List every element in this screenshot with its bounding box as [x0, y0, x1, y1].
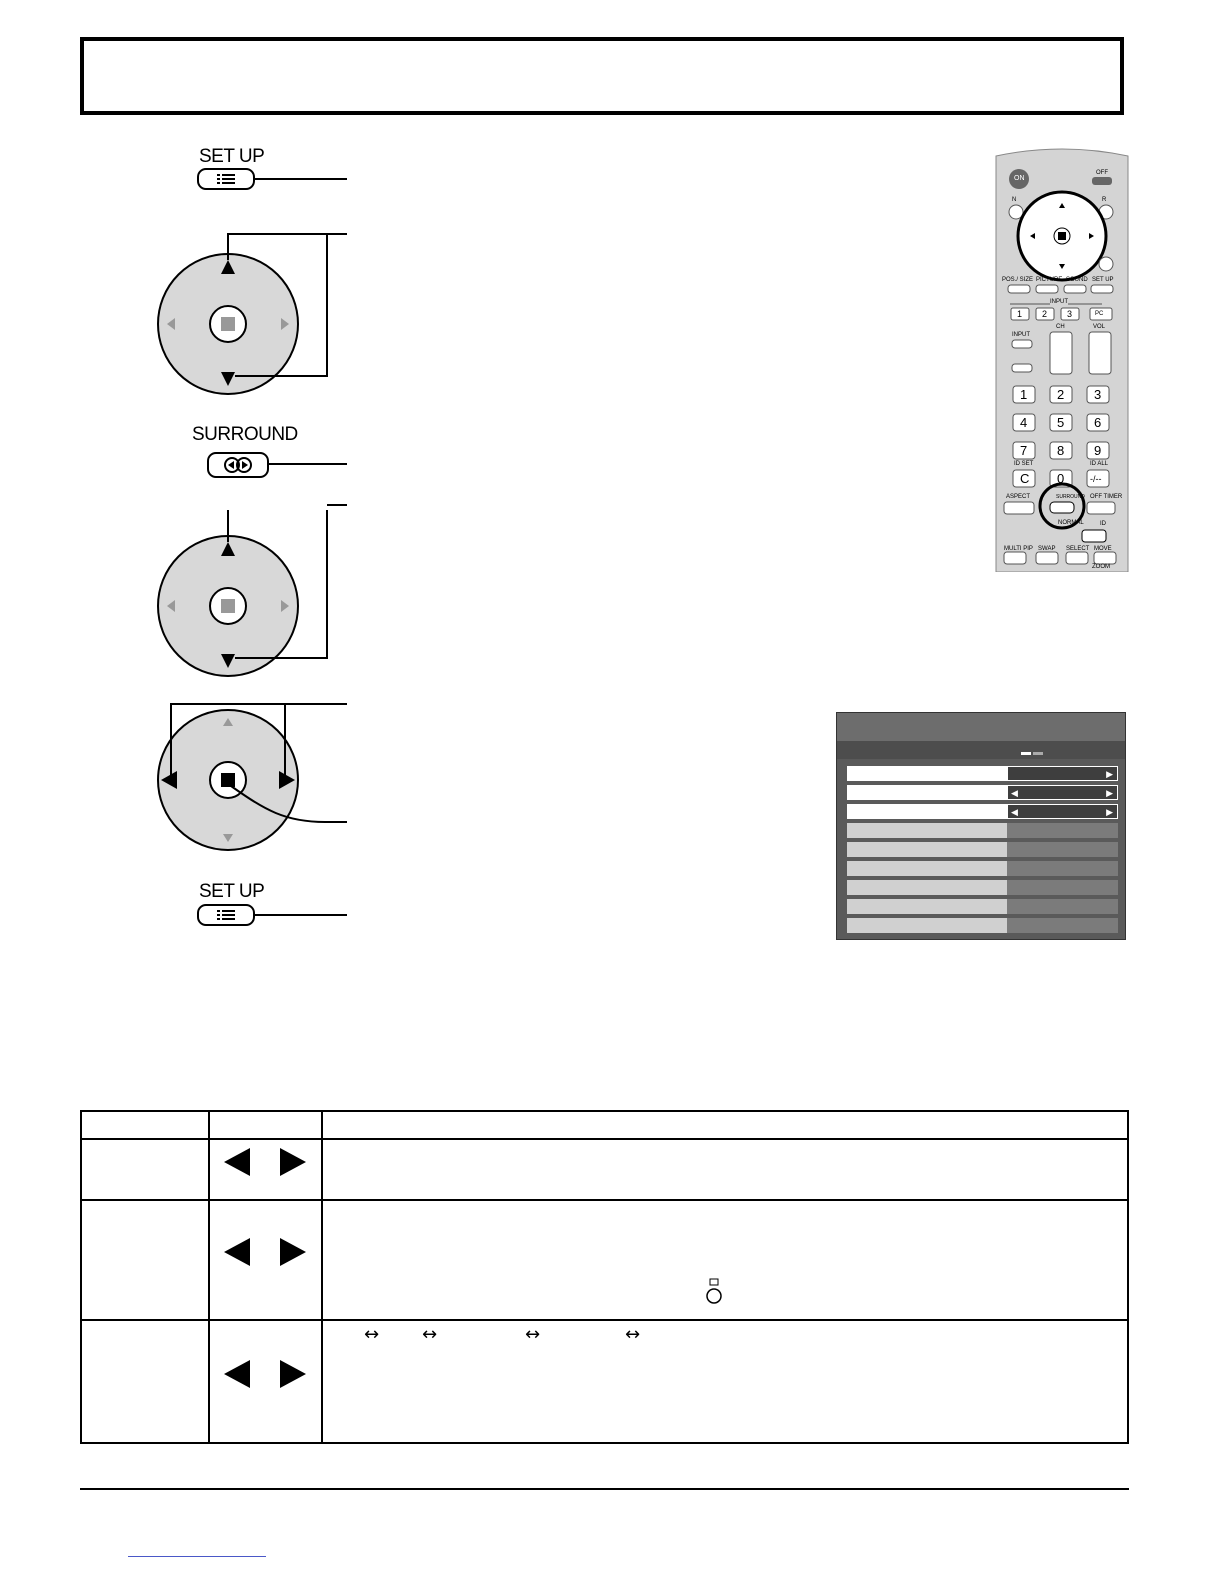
- remote-normal-label: NORMAL: [1058, 520, 1084, 526]
- setup-icon: [199, 906, 253, 924]
- table-divider: [82, 1199, 1127, 1201]
- remote-zoom-label: ZOOM: [1092, 564, 1110, 570]
- cursor-pad-icon: [155, 228, 355, 398]
- remote-vol-label: VOL: [1093, 324, 1106, 330]
- remote-aspect-label: ASPECT: [1006, 494, 1031, 500]
- cursor-pad-leftright[interactable]: [155, 700, 355, 860]
- double-arrow-icon: ↔: [364, 1324, 380, 1345]
- table-divider: [82, 1138, 1127, 1140]
- osd-row: [847, 842, 1118, 857]
- remote-input-1: 1: [1017, 309, 1023, 319]
- setup-button-2[interactable]: [197, 904, 255, 926]
- remote-key-3: 3: [1094, 387, 1102, 402]
- cursor-pad-updown[interactable]: [155, 228, 355, 398]
- surround-button-label: SURROUND: [192, 424, 298, 445]
- remote-input-pc: PC: [1095, 311, 1104, 317]
- osd-row[interactable]: [847, 766, 1118, 781]
- osd-row: [847, 918, 1118, 933]
- remote-ch-label: CH: [1056, 324, 1065, 330]
- circle-icon: [704, 1278, 724, 1304]
- leader-line: [255, 178, 347, 180]
- leader-line: [255, 914, 347, 916]
- remote-key-c: C: [1020, 471, 1030, 486]
- surround-button[interactable]: [207, 452, 269, 478]
- remote-input-3: 3: [1067, 309, 1073, 319]
- leader-line: [269, 463, 347, 465]
- leader-line: [327, 504, 347, 506]
- remote-offtimer-label: OFF TIMER: [1090, 494, 1123, 500]
- double-arrow-icon: ↔: [525, 1324, 541, 1345]
- arrow-right-icon: [280, 1238, 306, 1266]
- arrow-left-icon: ◀: [1011, 788, 1018, 798]
- footer-rule: [80, 1488, 1129, 1490]
- osd-menu: [836, 712, 1126, 940]
- osd-page-indicator: [1021, 752, 1031, 755]
- osd-row: [847, 899, 1118, 914]
- arrow-right-icon: ▶: [1106, 769, 1113, 779]
- remote-picture-label: PICTURE: [1036, 277, 1063, 283]
- osd-subheader: [837, 741, 1125, 759]
- remote-sound-label: SOUND: [1066, 277, 1088, 283]
- arrow-right-icon: ▶: [1106, 807, 1113, 817]
- osd-row[interactable]: [847, 804, 1118, 819]
- surround-icon: [209, 454, 267, 476]
- arrow-right-icon: [280, 1360, 306, 1388]
- remote-key-6: 6: [1094, 415, 1102, 430]
- remote-key-4: 4: [1020, 415, 1028, 430]
- osd-row: [847, 880, 1118, 895]
- remote-input-2: 2: [1042, 309, 1048, 319]
- remote-body-icon: [994, 146, 1130, 572]
- osd-row: [847, 861, 1118, 876]
- remote-possize-label: POS./ SIZE: [1002, 277, 1034, 283]
- remote-key-0: 0: [1057, 471, 1065, 486]
- remote-key-dash: -/--: [1090, 474, 1102, 484]
- table-divider: [208, 1112, 210, 1442]
- arrow-right-icon: [280, 1148, 306, 1176]
- remote-key-9: 9: [1094, 443, 1102, 458]
- setup-button-label-2: SET UP: [199, 881, 265, 902]
- arrow-right-icon: ▶: [1106, 788, 1113, 798]
- setup-button[interactable]: [197, 168, 255, 190]
- remote-key-1: 1: [1020, 387, 1028, 402]
- footer-link-underline[interactable]: [128, 1556, 266, 1557]
- arrow-left-icon: [224, 1238, 250, 1266]
- remote-multipip-label: MULTI PIP: [1004, 546, 1033, 552]
- arrow-left-icon: [224, 1148, 250, 1176]
- remote-key-8: 8: [1057, 443, 1065, 458]
- table-divider: [321, 1112, 323, 1442]
- remote-on-label: ON: [1014, 175, 1025, 182]
- remote-off-label: OFF: [1096, 170, 1108, 176]
- arrow-left-icon: [224, 1360, 250, 1388]
- remote-key-2: 2: [1057, 387, 1065, 402]
- remote-key-7: 7: [1020, 443, 1028, 458]
- double-arrow-icon: ↔: [422, 1324, 438, 1345]
- remote-input-header: INPUT: [1050, 299, 1068, 305]
- page-title-box: [80, 37, 1124, 115]
- remote-key-5: 5: [1057, 415, 1065, 430]
- remote-n-label: N: [1012, 197, 1017, 203]
- double-arrow-icon: ↔: [625, 1324, 641, 1345]
- osd-row[interactable]: [847, 785, 1118, 800]
- cursor-pad-updown-2[interactable]: [155, 510, 355, 680]
- remote-r-label: R: [1102, 197, 1107, 203]
- remote-control: [994, 146, 1130, 572]
- remote-id-label: ID: [1100, 521, 1106, 527]
- remote-idall-label: ID ALL: [1090, 461, 1109, 467]
- setup-button-label: SET UP: [199, 146, 265, 167]
- remote-surround-label: SURROUND: [1056, 494, 1085, 500]
- remote-swap-label: SWAP: [1038, 546, 1056, 552]
- setup-icon: [199, 170, 253, 188]
- remote-move-label: MOVE: [1094, 546, 1112, 552]
- settings-table: [80, 1110, 1129, 1444]
- osd-row: [847, 823, 1118, 838]
- remote-setup-label: SET UP: [1092, 277, 1114, 283]
- osd-page-indicator: [1033, 752, 1043, 755]
- arrow-left-icon: ◀: [1011, 807, 1018, 817]
- osd-header: [837, 713, 1125, 741]
- remote-idset-label: ID SET: [1014, 461, 1034, 467]
- cursor-pad-icon: [155, 700, 355, 860]
- remote-select-label: SELECT: [1066, 546, 1090, 552]
- remote-input-label: INPUT: [1012, 332, 1030, 338]
- table-divider: [82, 1319, 1127, 1321]
- cursor-pad-icon: [155, 510, 355, 680]
